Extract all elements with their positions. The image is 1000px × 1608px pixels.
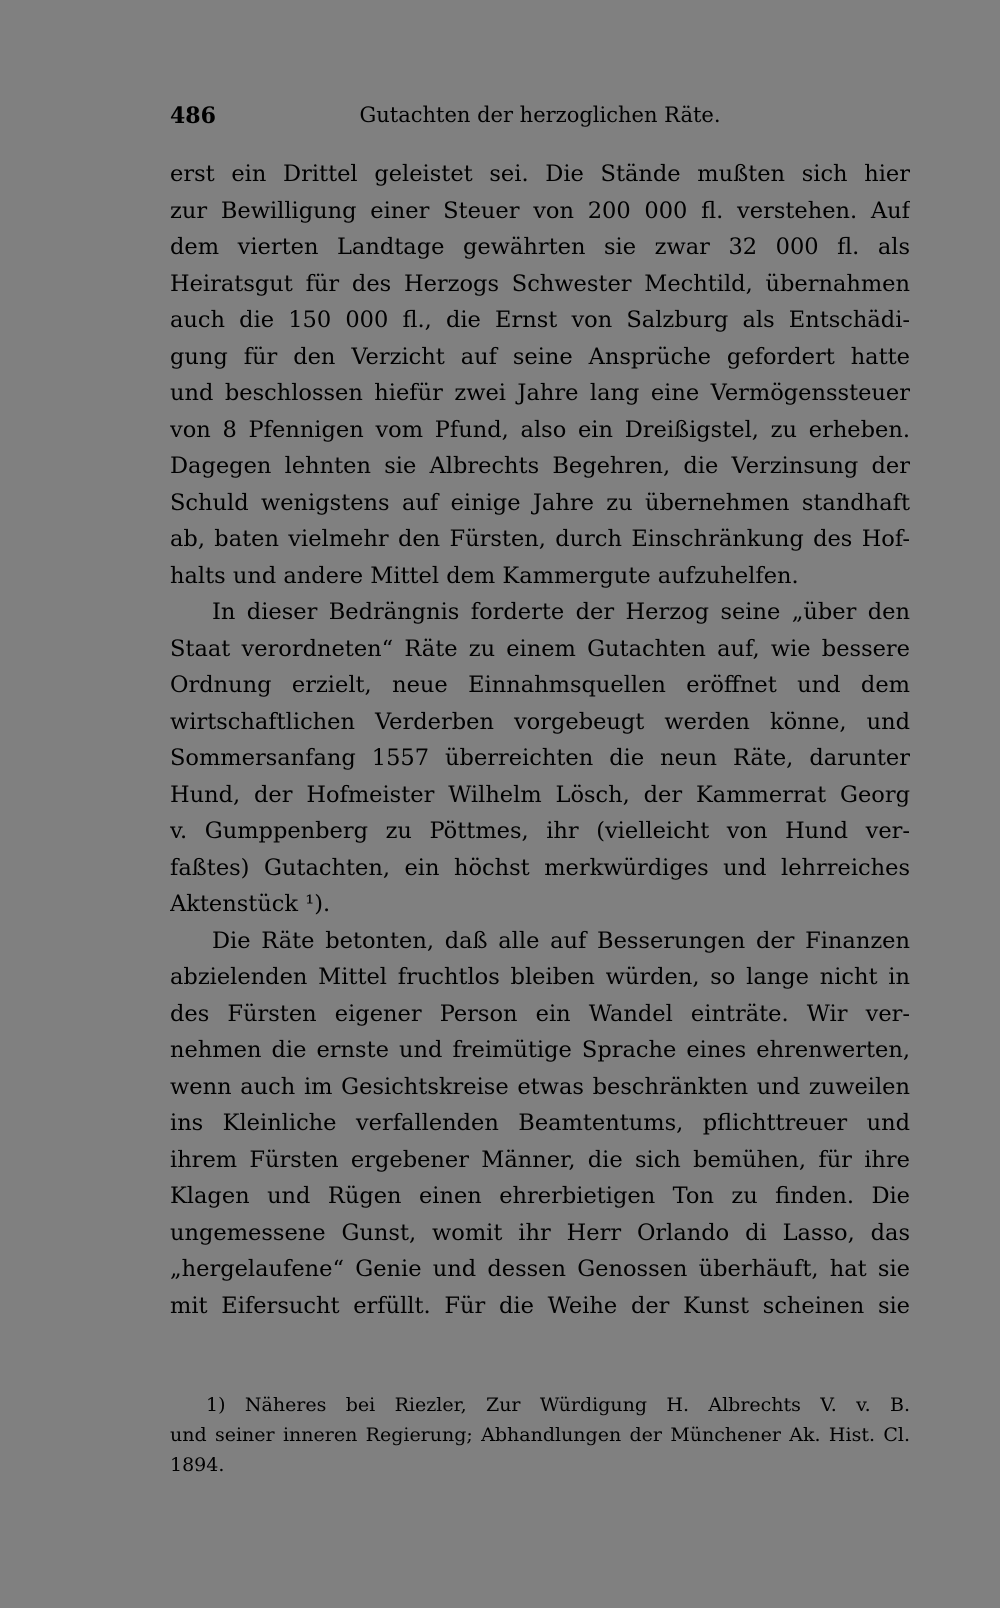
- text-line: dem vierten Landtage gewährten sie zwar 32 000 fl. als: [170, 234, 910, 260]
- text-line: des Fürsten eigener Person ein Wandel einträte. Wir ver-: [170, 1000, 910, 1027]
- text-line: Dagegen lehnten sie Albrechts Begehren, die Verzinsung der: [170, 453, 910, 479]
- text-line: ihrem Fürsten ergebener Männer, die sich bemühen, für ihre: [170, 1146, 910, 1173]
- text-line: v. Gumppenberg zu Pöttmes, ihr (vielleicht von Hund ver-: [170, 818, 910, 844]
- text-line: Sommersanfang 1557 überreichten die neun Räte, darunter: [170, 745, 910, 771]
- text-line: Die Räte betonten, daß alle auf Besserungen der Finanzen: [212, 927, 910, 954]
- text-line: erst ein Drittel geleistet sei. Die Stände mußten sich hier: [170, 161, 910, 187]
- running-title: Gutachten der herzoglichen Räte.: [359, 103, 721, 127]
- footnote: [170, 1390, 910, 1480]
- text-line: wenn auch im Gesichtskreise etwas beschränkten und zuweilen: [170, 1073, 910, 1100]
- text-line: In dieser Bedrängnis forderte der Herzog seine „über den: [212, 599, 910, 625]
- text-line: Ordnung erzielt, neue Einnahmsquellen eröffnet und dem: [170, 672, 910, 698]
- body-text: [170, 156, 910, 1324]
- text-line: von 8 Pfennigen vom Pfund, also ein Dreißigstel, zu erheben.: [170, 416, 910, 443]
- text-line: Hund, der Hofmeister Wilhelm Lösch, der Kammerrat Georg: [170, 781, 910, 808]
- text-line: auch die 150 000 fl., die Ernst von Salzburg als Entschädi-: [170, 307, 910, 333]
- text-line: halts und andere Mittel dem Kammergute aufzuhelfen.: [170, 562, 799, 589]
- text-line: ins Kleinliche verfallenden Beamtentums, pflichttreuer und: [170, 1110, 910, 1136]
- text-line: faßtes) Gutachten, ein höchst merkwürdiges und lehrreiches: [170, 854, 910, 881]
- text-line: Schuld wenigstens auf einige Jahre zu übernehmen standhaft: [170, 489, 910, 516]
- text-line: abzielenden Mittel fruchtlos bleiben würden, so lange nicht in: [170, 964, 910, 990]
- page-header: [170, 103, 910, 137]
- text-line: mit Eifersucht erfüllt. Für die Weihe der Kunst scheinen sie: [170, 1292, 910, 1319]
- page-number: 486: [170, 103, 216, 129]
- text-line: nehmen die ernste und freimütige Sprache eines ehrenwerten,: [170, 1037, 910, 1063]
- text-line: gung für den Verzicht auf seine Ansprüche gefordert hatte: [170, 343, 910, 370]
- footnote-line: und seiner inneren Regierung; Abhandlungen der Münchener Ak. Hist. Cl.: [170, 1424, 910, 1446]
- footnote-line: 1) Näheres bei Riezler, Zur Würdigung H. Albrechts V. v. B.: [206, 1394, 910, 1416]
- text-line: und beschlossen hiefür zwei Jahre lang eine Vermögenssteuer: [170, 380, 910, 406]
- text-line: Klagen und Rügen einen ehrerbietigen Ton zu finden. Die: [170, 1183, 910, 1209]
- text-line: ab, baten vielmehr den Fürsten, durch Einschränkung des Hof-: [170, 526, 910, 552]
- text-line: „hergelaufene“ Genie und dessen Genossen überhäuft, hat sie: [170, 1256, 910, 1282]
- text-line: Aktenstück ¹).: [170, 891, 331, 917]
- footnote-line: 1894.: [170, 1454, 225, 1476]
- text-line: zur Bewilligung einer Steuer von 200 000 fl. verstehen. Auf: [170, 197, 910, 224]
- text-line: ungemessene Gunst, womit ihr Herr Orlando di Lasso, das: [170, 1219, 910, 1246]
- text-line: Heiratsgut für des Herzogs Schwester Mechtild, übernahmen: [170, 270, 910, 297]
- text-line: Staat verordneten“ Räte zu einem Gutachten auf, wie bessere: [170, 635, 910, 662]
- text-line: wirtschaftlichen Verderben vorgebeugt werden könne, und: [170, 708, 910, 735]
